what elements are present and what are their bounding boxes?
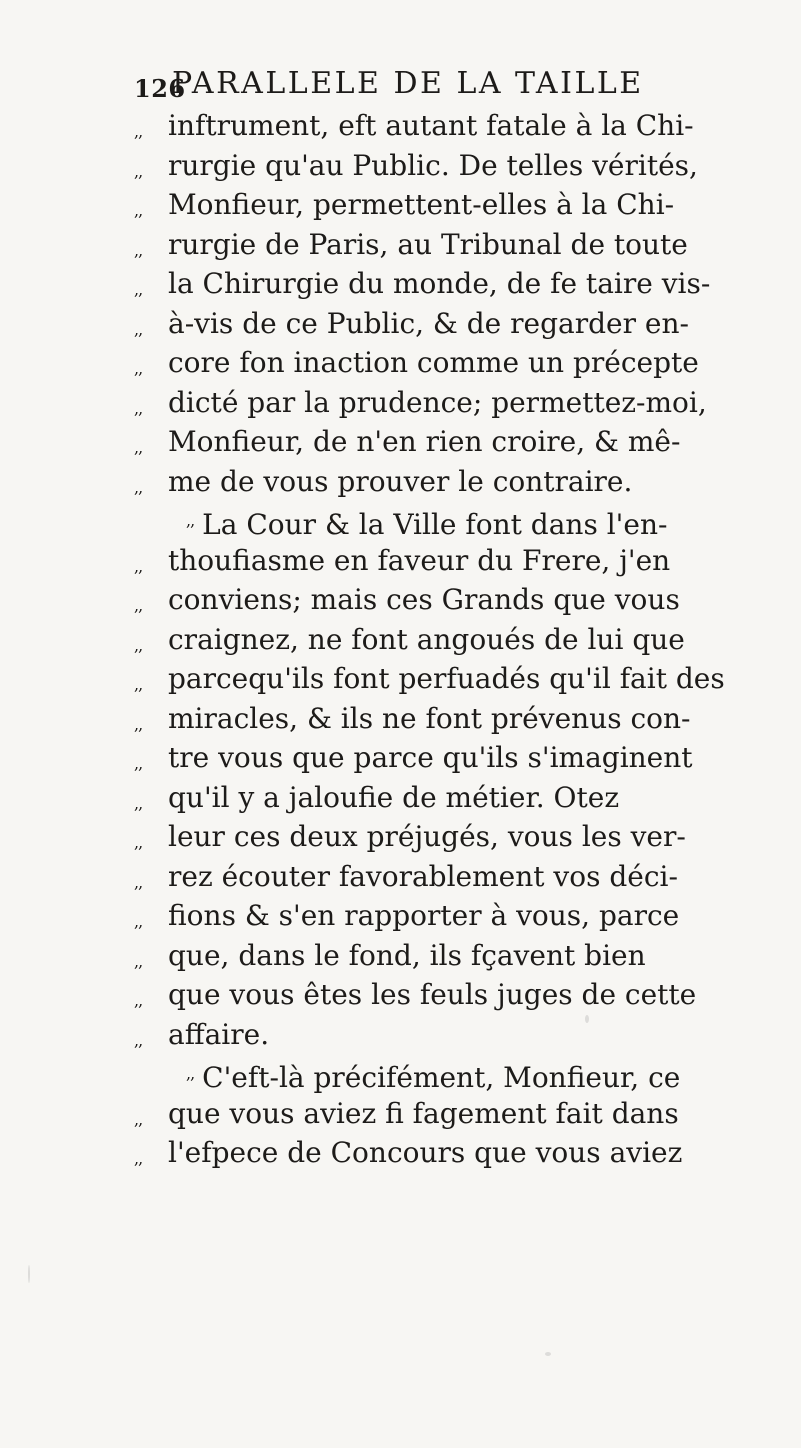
quotation-marker: ,, bbox=[134, 951, 143, 971]
line-text: rez écouter favorablement vos déci- bbox=[168, 859, 678, 893]
quotation-marker: ,, bbox=[134, 793, 143, 813]
quotation-marker: ,, bbox=[134, 438, 143, 457]
text-line bbox=[134, 896, 774, 936]
body-text bbox=[134, 106, 774, 1173]
line-text: fions & s'en rapporter à vous, parce bbox=[168, 899, 680, 932]
text-line bbox=[134, 936, 774, 976]
text-line bbox=[134, 264, 774, 304]
text-line bbox=[134, 541, 774, 581]
quotation-marker: ,, bbox=[134, 280, 143, 299]
line-text: conviens; mais ces Grands que vous bbox=[168, 583, 680, 616]
page-number: 126 bbox=[134, 74, 186, 103]
quotation-marker: ,, bbox=[134, 872, 143, 892]
line-text bbox=[186, 501, 667, 545]
text-line bbox=[134, 343, 774, 383]
quotation-marker: ,, bbox=[134, 596, 143, 615]
quotation-marker: ,, bbox=[134, 319, 143, 339]
line-text: inftrument, eft autant fatale à la Chi- bbox=[168, 109, 694, 142]
line-text: miracles, & ils ne font prévenus con- bbox=[168, 701, 691, 735]
text-line bbox=[134, 1054, 774, 1094]
text-line bbox=[134, 1094, 774, 1134]
text-line bbox=[134, 817, 774, 857]
quotation-marker: ,, bbox=[134, 991, 143, 1010]
line-text: parcequ'ils font perfuadés qu'il fait des bbox=[168, 662, 725, 695]
line-text: thoufiasme en faveur du Frere, j'en bbox=[168, 543, 671, 577]
line-text: rurgie qu'au Public. De telles vérités, bbox=[168, 148, 698, 182]
quotation-marker: ,, bbox=[134, 912, 143, 931]
text-line bbox=[134, 422, 774, 462]
paper-spot bbox=[585, 1015, 589, 1023]
quotation-marker: ,, bbox=[134, 240, 143, 260]
line-text: me de vous prouver le contraire. bbox=[168, 464, 633, 498]
text-line bbox=[134, 857, 774, 897]
line-text: leur ces deux préjugés, vous les ver- bbox=[168, 820, 686, 853]
line-text: que vous êtes les feuls juges de cette bbox=[168, 978, 697, 1011]
line-text: Monfieur, permettent-elles à la Chi- bbox=[168, 188, 675, 221]
text-line bbox=[134, 185, 774, 225]
text-line bbox=[134, 659, 774, 699]
line-text: dicté par la prudence; permettez-moi, bbox=[168, 385, 707, 419]
quotation-marker-inline: ,, bbox=[186, 1064, 195, 1083]
text-line bbox=[134, 778, 774, 818]
text-line bbox=[134, 146, 774, 186]
quotation-marker: ,, bbox=[134, 1149, 143, 1168]
text-line bbox=[134, 699, 774, 739]
quotation-marker: ,, bbox=[134, 201, 143, 220]
quotation-marker: ,, bbox=[134, 556, 143, 576]
text-line bbox=[134, 738, 774, 778]
line-text: Monfieur, de n'en rien croire, & mê- bbox=[168, 425, 681, 458]
quotation-marker: ,, bbox=[134, 714, 143, 734]
running-title: PARALLELE DE LA TAILLE bbox=[172, 66, 644, 101]
quotation-marker: ,, bbox=[134, 122, 143, 141]
line-text: l'efpece de Concours que vous aviez bbox=[168, 1136, 683, 1169]
line-body: La Cour & la Ville font dans l'en- bbox=[202, 508, 668, 541]
text-line bbox=[134, 580, 774, 620]
quotation-marker: ,, bbox=[134, 675, 143, 694]
line-text: rurgie de Paris, au Tribunal de toute bbox=[168, 227, 688, 261]
text-line bbox=[134, 975, 774, 1015]
text-line bbox=[134, 1133, 774, 1173]
quotation-marker: ,, bbox=[134, 635, 143, 655]
line-text: que vous aviez fi fagement fait dans bbox=[168, 1096, 679, 1130]
text-line bbox=[134, 304, 774, 344]
quotation-marker: ,, bbox=[134, 398, 143, 418]
quotation-marker: ,, bbox=[134, 161, 143, 181]
line-text: la Chirurgie du monde, de fe taire vis- bbox=[168, 267, 711, 300]
paper-spot bbox=[545, 1352, 551, 1356]
line-text: que, dans le fond, ils fçavent bien bbox=[168, 938, 646, 972]
text-line bbox=[134, 620, 774, 660]
line-body: C'eft-là précifément, Monfieur, ce bbox=[202, 1061, 681, 1094]
quotation-marker: ,, bbox=[134, 833, 143, 852]
line-text: qu'il y a jaloufie de métier. Otez bbox=[168, 780, 620, 814]
line-text: core fon inaction comme un précepte bbox=[168, 346, 699, 379]
text-line bbox=[134, 383, 774, 423]
line-text: à-vis de ce Public, & de regarder en- bbox=[168, 306, 689, 340]
quotation-marker: ,, bbox=[134, 1030, 143, 1050]
line-text: affaire. bbox=[168, 1017, 270, 1051]
line-text bbox=[186, 1054, 680, 1098]
quotation-marker: ,, bbox=[134, 754, 143, 773]
line-text: craignez, ne font angoués de lui que bbox=[168, 622, 685, 656]
text-line bbox=[134, 462, 774, 502]
line-text: tre vous que parce qu'ils s'imaginent bbox=[168, 741, 693, 774]
quotation-marker: ,, bbox=[134, 1109, 143, 1129]
quotation-marker: ,, bbox=[134, 359, 143, 378]
quotation-marker: ,, bbox=[134, 477, 143, 497]
paper-spot bbox=[28, 1265, 30, 1283]
text-line bbox=[134, 1015, 774, 1055]
quotation-marker-inline: ,, bbox=[186, 511, 195, 530]
text-line bbox=[134, 501, 774, 541]
text-line bbox=[134, 225, 774, 265]
text-line bbox=[134, 106, 774, 146]
